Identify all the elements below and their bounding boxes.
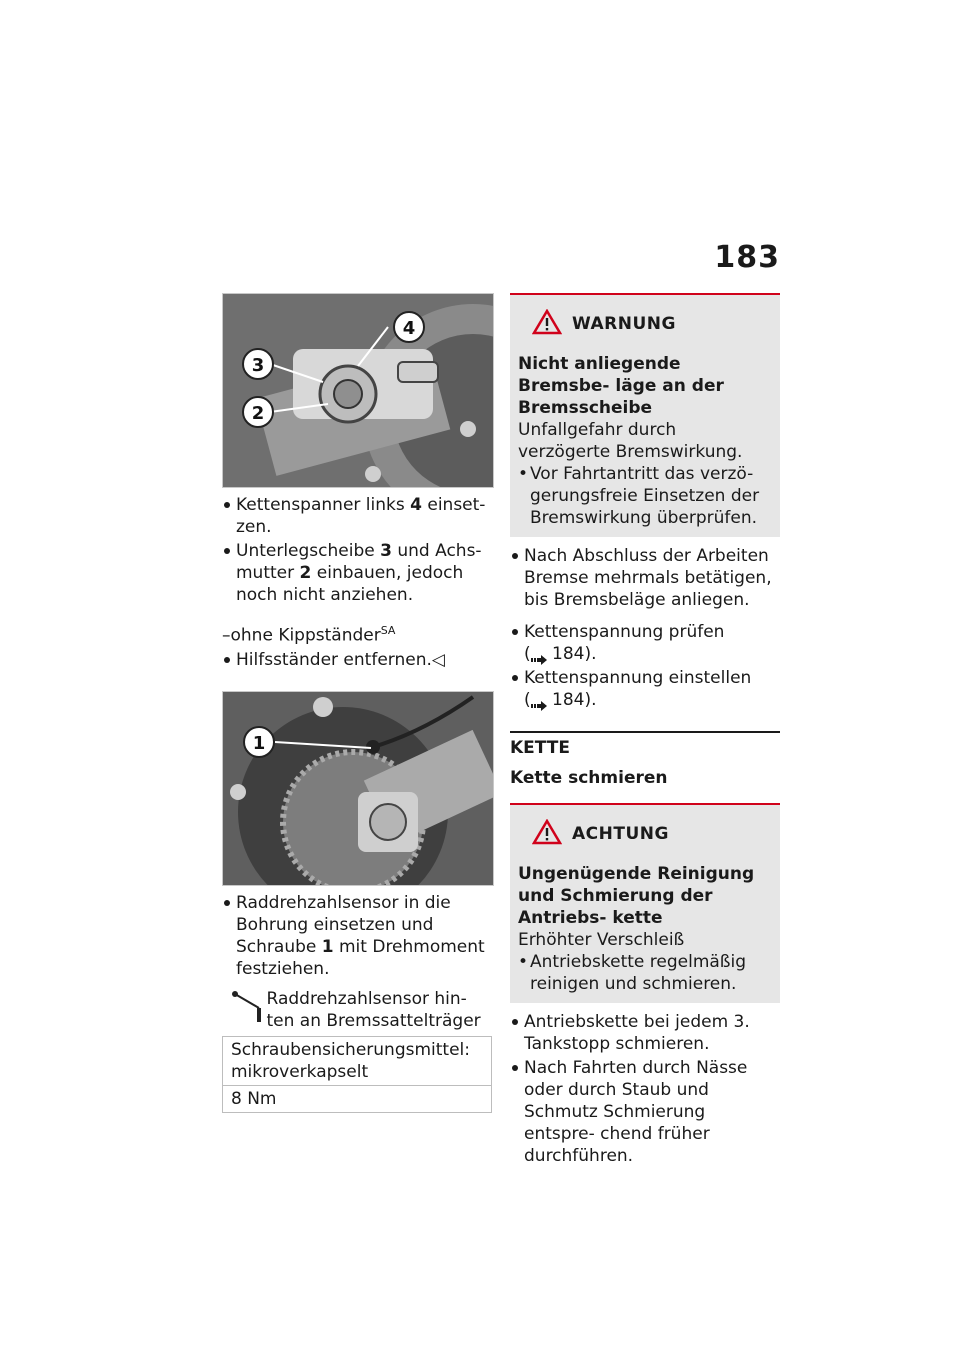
callout-3: 3: [251, 355, 265, 376]
warning-box: [510, 293, 780, 537]
right-column: [510, 293, 780, 1167]
bullet-washer-nut: Unterlegscheibe 3 und Achs- mutter 2 einbauen, jedoch noch nicht anziehen.: [222, 540, 494, 606]
section-title: KETTE: [510, 738, 570, 758]
spec-row-locking: Schraubensicherungsmittel: mikroverkapselt: [223, 1036, 492, 1085]
xref-arrow-icon: [531, 649, 547, 659]
bullet-wheel-sensor: Raddrehzahlsensor in die Bohrung einsetzen und Schraube 1 mit Drehmoment festziehen.: [222, 892, 494, 980]
callout-1: 1: [252, 732, 266, 754]
bullet-chain-adjuster: Kettenspanner links 4 einset- zen.: [222, 494, 494, 538]
xref-arrow-icon: [531, 695, 547, 705]
spec-title: Raddrehzahlsensor hin- ten an Bremssattelträger: [266, 988, 481, 1031]
page-number: 183: [714, 240, 780, 275]
bullet-check-tension: Kettenspannung prüfen ( 184).: [510, 621, 780, 665]
photo-wheel-sensor: [222, 691, 494, 886]
warning-heading: Nicht anliegende Bremsbe- läge an der Bremsscheibe: [518, 354, 724, 418]
warning-triangle-icon: [532, 819, 562, 849]
caution-text: Erhöhter Verschleiß: [518, 930, 685, 950]
condition-line: –ohne Kippständer$^{SA}$: [222, 624, 396, 646]
bullet-pump-brake: Nach Abschluss der Arbeiten Bremse mehrmals betätigen, bis Bremsbeläge anliegen.: [510, 545, 780, 611]
photo-chain-adjuster: [222, 293, 494, 488]
caution-item: • Antriebskette regelmäßig reinigen und schmieren.: [518, 951, 772, 995]
callout-2: 2: [251, 403, 265, 424]
warning-title: WARNUNG: [572, 314, 676, 334]
bullet-lubricate-interval: Antriebskette bei jedem 3. Tankstopp schmieren.: [510, 1011, 780, 1055]
wrench-icon: [229, 988, 267, 1028]
warning-text: Unfallgefahr durch verzögerte Bremswirkung.: [518, 420, 743, 462]
callout-4: 4: [402, 318, 416, 339]
caution-title: ACHTUNG: [572, 824, 669, 844]
caution-heading: Ungenügende Reinigung und Schmierung der Antriebs- kette: [518, 864, 755, 928]
spec-row-torque: 8 Nm: [223, 1085, 492, 1112]
torque-spec-table: [222, 984, 492, 1113]
bullet-remove-stand: Hilfsständer entfernen.◁: [222, 649, 494, 671]
caution-box: [510, 803, 780, 1003]
section-divider: [510, 731, 780, 789]
warning-item: • Vor Fahrtantritt das verzö- gerungsfreie Einsetzen der Bremswirkung überprüfen.: [518, 463, 772, 529]
warning-triangle-icon: [532, 309, 562, 339]
left-column: [222, 293, 494, 1113]
bullet-lubricate-earlier: Nach Fahrten durch Nässe oder durch Staub und Schmutz Schmierung entspre- chend früher durchführen.: [510, 1057, 780, 1167]
section-subtitle: Kette schmieren: [510, 768, 668, 788]
bullet-adjust-tension: Kettenspannung einstellen ( 184).: [510, 667, 780, 711]
